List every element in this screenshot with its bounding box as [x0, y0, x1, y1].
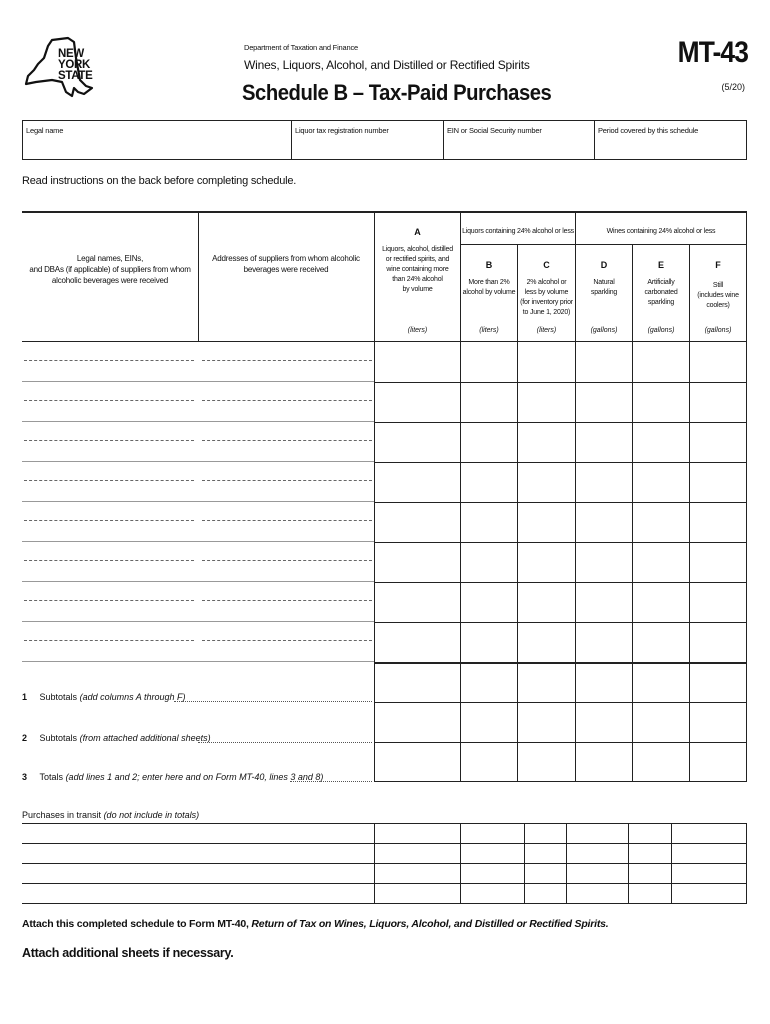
state-logo-text: [58, 49, 93, 82]
col-c-input[interactable]: [518, 503, 575, 541]
transit-label: Purchases in transit: [22, 810, 102, 820]
supplier-address-input[interactable]: [202, 440, 372, 441]
col-e-letter: E: [657, 260, 664, 270]
col-b-input[interactable]: [461, 583, 517, 621]
total-line-1-number: 1: [22, 692, 28, 702]
attach-additional: Attach additional sheets if necessary.: [22, 946, 234, 960]
col-d-input[interactable]: [576, 423, 632, 461]
transit-cell-input[interactable]: [567, 864, 628, 883]
total-line-3-col-d-input[interactable]: [576, 743, 632, 781]
col-b-unit: (liters): [479, 327, 499, 334]
col-f-unit: (gallons): [704, 327, 732, 334]
col-e-unit: (gallons): [647, 327, 675, 334]
col-d-letter: D: [600, 260, 608, 270]
supplier-address-input[interactable]: [202, 560, 372, 561]
col-c-desc: 2% alcohol or less by volume (for inventory prior to June 1, 2020): [520, 279, 573, 316]
total-line-3-col-f-input[interactable]: [690, 743, 746, 781]
supplier-name-input[interactable]: [24, 360, 194, 361]
transit-cell-input[interactable]: [672, 844, 746, 863]
supplier-name-input[interactable]: [24, 480, 194, 481]
logo-line-york: YORK: [58, 59, 91, 71]
col-b-input[interactable]: [461, 463, 517, 501]
col-c-input[interactable]: [518, 463, 575, 501]
transit-cell-input[interactable]: [525, 864, 566, 883]
supplier-address-input[interactable]: [202, 480, 372, 481]
total-line-2-col-e-input[interactable]: [633, 703, 689, 741]
total-line-2: [22, 733, 211, 743]
legal-name-label: Legal name: [26, 126, 64, 135]
form-number: MT-43: [677, 36, 748, 69]
col-a-unit: (liters): [407, 327, 428, 334]
transit-heading: [22, 810, 199, 820]
transit-cell-input[interactable]: [375, 884, 460, 903]
col-f-input[interactable]: [690, 423, 746, 461]
total-line-3: [22, 772, 323, 782]
col-f-input[interactable]: [690, 583, 746, 621]
col-d-input[interactable]: [576, 343, 632, 381]
total-line-1-note: (add columns A through F): [79, 692, 186, 702]
supplier-name-input[interactable]: [24, 440, 194, 441]
col-d-input[interactable]: [576, 503, 632, 541]
col-f-input[interactable]: [690, 463, 746, 501]
total-line-3-col-c-input[interactable]: [518, 743, 575, 781]
col-e-input[interactable]: [633, 503, 689, 541]
col-b-letter: B: [485, 260, 493, 270]
total-line-1: [22, 692, 185, 702]
transit-cell-input[interactable]: [461, 844, 524, 863]
form-revision: (5/20): [721, 82, 745, 92]
col-a-input[interactable]: [375, 463, 460, 501]
col-d-input[interactable]: [576, 543, 632, 581]
logo-line-new: NEW: [58, 48, 84, 60]
col-d-unit: (gallons): [590, 327, 618, 334]
transit-cell-input[interactable]: [375, 844, 460, 863]
col-e-input[interactable]: [633, 583, 689, 621]
total-line-1-col-b-input[interactable]: [461, 664, 517, 702]
total-line-3-label: Totals: [39, 772, 64, 782]
col-f-letter: F: [715, 260, 721, 270]
total-line-1-col-d-input[interactable]: [576, 664, 632, 702]
transit-cell-input[interactable]: [375, 824, 460, 843]
col-d-input[interactable]: [576, 583, 632, 621]
transit-cell-input[interactable]: [672, 864, 746, 883]
transit-note: (do not include in totals): [103, 810, 200, 820]
total-line-1-col-e-input[interactable]: [633, 664, 689, 702]
col-b-input[interactable]: [461, 503, 517, 541]
transit-cell-input[interactable]: [567, 824, 628, 843]
total-line-2-note: (from attached additional sheets): [79, 733, 211, 743]
col-f-input[interactable]: [690, 503, 746, 541]
liquor-registration-label: Liquor tax registration number: [295, 126, 389, 135]
supplier-address-input[interactable]: [202, 640, 372, 641]
col-c-input[interactable]: [518, 543, 575, 581]
col-a-desc: Liquors, alcohol, distilled or rectified spirits, and wine containing more than 24% alcohol by volume: [382, 246, 453, 293]
col-b-input[interactable]: [461, 423, 517, 461]
total-line-2-col-b-input[interactable]: [461, 703, 517, 741]
transit-cell-input[interactable]: [629, 864, 671, 883]
total-line-3-col-b-input[interactable]: [461, 743, 517, 781]
transit-cell-input[interactable]: [629, 824, 671, 843]
transit-cell-input[interactable]: [567, 844, 628, 863]
total-line-1-col-c-input[interactable]: [518, 664, 575, 702]
col-a-input[interactable]: [375, 543, 460, 581]
col-e-input[interactable]: [633, 463, 689, 501]
transit-cell-input[interactable]: [629, 884, 671, 903]
transit-cell-input[interactable]: [22, 844, 374, 863]
col-a-input[interactable]: [375, 423, 460, 461]
transit-cell-input[interactable]: [525, 844, 566, 863]
total-line-3-col-a-input[interactable]: [375, 743, 460, 781]
col-b-input[interactable]: [461, 343, 517, 381]
col-f-input[interactable]: [690, 343, 746, 381]
period-label: Period covered by this schedule: [598, 126, 699, 135]
col-a-input[interactable]: [375, 343, 460, 381]
supplier-name-input[interactable]: [24, 600, 194, 601]
col-d-input[interactable]: [576, 463, 632, 501]
transit-cell-input[interactable]: [22, 864, 374, 883]
liquor-registration-field[interactable]: [292, 120, 443, 159]
attach-return-title: Return of Tax on Wines, Liquors, Alcohol, and Distilled or Rectified Spirits.: [251, 918, 609, 930]
col-b-desc: More than 2% alcohol by volume: [462, 279, 516, 296]
attach-prefix: Attach this completed schedule to Form MT-40,: [22, 918, 252, 930]
supplier-address-input[interactable]: [202, 400, 372, 401]
col-c-input[interactable]: [518, 623, 575, 661]
supplier-address-input[interactable]: [202, 600, 372, 601]
col-e-input[interactable]: [633, 623, 689, 661]
total-line-3-number: 3: [22, 772, 28, 782]
col-f-desc: Still (includes wine coolers): [697, 282, 739, 309]
total-line-1-col-f-input[interactable]: [690, 664, 746, 702]
transit-cell-input[interactable]: [629, 844, 671, 863]
col-c-input[interactable]: [518, 343, 575, 381]
group-wines-header: Wines containing 24% alcohol or less: [606, 228, 716, 235]
supplier-name-input[interactable]: [24, 520, 194, 521]
transit-cell-input[interactable]: [525, 824, 566, 843]
department-name: Department of Taxation and Finance: [244, 43, 358, 52]
col-f-input[interactable]: [690, 543, 746, 581]
col-b-input[interactable]: [461, 623, 517, 661]
col-c-input[interactable]: [518, 423, 575, 461]
form-subtitle: Wines, Liquors, Alcohol, and Distilled or Rectified Spirits: [244, 58, 530, 72]
total-line-2-col-a-input[interactable]: [375, 703, 460, 741]
transit-cell-input[interactable]: [461, 864, 524, 883]
supplier-name-input[interactable]: [24, 400, 194, 401]
supplier-address-input[interactable]: [202, 520, 372, 521]
col-c-unit: (liters): [536, 327, 557, 334]
total-line-2-col-f-input[interactable]: [690, 703, 746, 741]
col-a-letter: A: [414, 227, 421, 237]
transit-cell-input[interactable]: [525, 884, 566, 903]
total-line-3-note: (add lines 1 and 2; enter here and on Form MT-40, lines 3 and 8): [65, 772, 324, 782]
transit-cell-input[interactable]: [672, 824, 746, 843]
transit-cell-input[interactable]: [461, 824, 524, 843]
total-line-2-label: Subtotals: [39, 733, 78, 743]
col-d-input[interactable]: [576, 623, 632, 661]
total-line-1-col-a-input[interactable]: [375, 664, 460, 702]
total-line-3-col-e-input[interactable]: [633, 743, 689, 781]
col-supplier-addresses-header: Addresses of suppliers from whom alcoholic beverages were received: [212, 254, 360, 274]
col-f-input[interactable]: [690, 623, 746, 661]
col-d-input[interactable]: [576, 383, 632, 421]
transit-cell-input[interactable]: [22, 824, 374, 843]
supplier-name-input[interactable]: [24, 640, 194, 641]
total-line-2-col-c-input[interactable]: [518, 703, 575, 741]
col-a-input[interactable]: [375, 383, 460, 421]
col-a-input[interactable]: [375, 503, 460, 541]
legal-name-field[interactable]: [22, 120, 291, 159]
logo-line-state: STATE: [58, 70, 93, 82]
transit-cell-input[interactable]: [22, 884, 374, 903]
transit-cell-input[interactable]: [672, 884, 746, 903]
col-supplier-names-header: Legal names, EINs, and DBAs (if applicable) of suppliers from whom alcoholic beverages were received: [29, 254, 191, 285]
period-field[interactable]: [595, 120, 746, 159]
total-line-1-label: Subtotals: [39, 692, 78, 702]
col-e-input[interactable]: [633, 383, 689, 421]
col-a-input[interactable]: [375, 583, 460, 621]
transit-cell-input[interactable]: [375, 864, 460, 883]
instructions-text: Read instructions on the back before completing schedule.: [22, 175, 297, 187]
total-line-2-col-d-input[interactable]: [576, 703, 632, 741]
transit-cell-input[interactable]: [567, 884, 628, 903]
col-a-input[interactable]: [375, 623, 460, 661]
total-line-2-number: 2: [22, 733, 28, 743]
col-c-letter: C: [543, 260, 550, 270]
ein-field[interactable]: [444, 120, 594, 159]
col-d-desc: Natural sparkling: [590, 279, 618, 296]
col-e-desc: Artificially carbonated sparkling: [644, 279, 678, 306]
col-b-input[interactable]: [461, 383, 517, 421]
col-f-input[interactable]: [690, 383, 746, 421]
col-b-input[interactable]: [461, 543, 517, 581]
group-liquors-header: Liquors containing 24% alcohol or less: [462, 228, 574, 235]
col-e-input[interactable]: [633, 423, 689, 461]
supplier-name-input[interactable]: [24, 560, 194, 561]
form-title: Schedule B – Tax-Paid Purchases: [242, 80, 552, 105]
col-e-input[interactable]: [633, 343, 689, 381]
col-c-input[interactable]: [518, 383, 575, 421]
col-e-input[interactable]: [633, 543, 689, 581]
attach-instruction: [22, 918, 609, 930]
ein-label: EIN or Social Security number: [447, 126, 542, 135]
col-c-input[interactable]: [518, 583, 575, 621]
transit-cell-input[interactable]: [461, 884, 524, 903]
supplier-address-input[interactable]: [202, 360, 372, 361]
